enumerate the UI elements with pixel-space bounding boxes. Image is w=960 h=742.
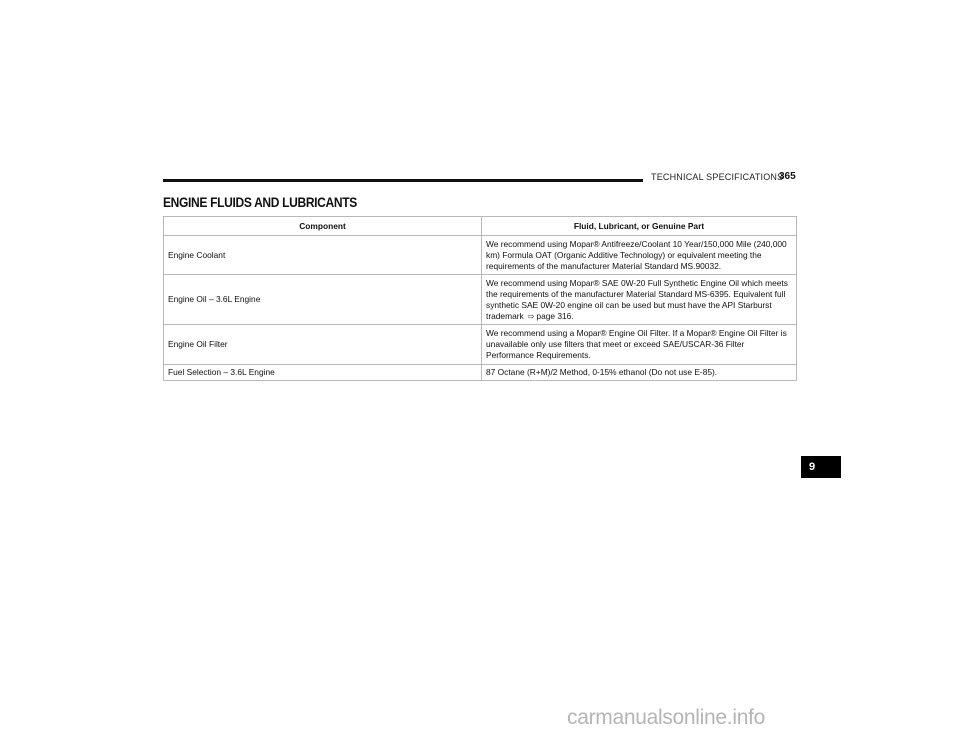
- running-header: TECHNICAL SPECIFICATIONS: [651, 172, 784, 182]
- fluid-cell: 87 Octane (R+M)/2 Method, 0-15% ethanol (Do not use E-85).: [482, 365, 797, 381]
- fluid-cell: [482, 275, 797, 325]
- table-header-row: [164, 217, 797, 236]
- page-reference-arrow-icon: ⇨: [527, 311, 535, 321]
- component-cell: Fuel Selection – 3.6L Engine: [164, 365, 482, 381]
- component-cell: Engine Coolant: [164, 236, 482, 275]
- column-header-component: Component: [164, 217, 482, 236]
- column-header-fluid: Fluid, Lubricant, or Genuine Part: [482, 217, 797, 236]
- component-cell: Engine Oil – 3.6L Engine: [164, 275, 482, 325]
- table-row: [164, 275, 797, 325]
- header-rule: [163, 179, 643, 182]
- chapter-tab[interactable]: 9: [801, 456, 841, 478]
- fluid-cell: We recommend using Mopar® Antifreeze/Coolant 10 Year/150,000 Mile (240,000 km) Formula OAT (Organic Additive Technology) or equivalent meeting the requirements of the manufacturer Material Standard MS.90032.: [482, 236, 797, 275]
- page-number: 365: [779, 171, 796, 182]
- table-row: [164, 236, 797, 275]
- fluids-table: [163, 216, 797, 381]
- section-title: ENGINE FLUIDS AND LUBRICANTS: [163, 194, 357, 210]
- fluid-cell: We recommend using a Mopar® Engine Oil Filter. If a Mopar® Engine Oil Filter is unavailable only use filters that meet or exceed SAE/USCAR-36 Filter Performance Requirements.: [482, 325, 797, 365]
- fluid-text: We recommend using Mopar® SAE 0W-20 Full Synthetic Engine Oil which meets the requirements of the manufacturer Material Standard MS-6395. Equivalent full synthetic SAE 0W-20 engine oil can be used but must have the API Starburst trademark: [486, 277, 788, 321]
- page-reference-link[interactable]: page 316.: [536, 310, 574, 321]
- component-cell: Engine Oil Filter: [164, 325, 482, 365]
- table-row: [164, 365, 797, 381]
- table-row: [164, 325, 797, 365]
- watermark: carmanualsonline.info: [567, 706, 765, 729]
